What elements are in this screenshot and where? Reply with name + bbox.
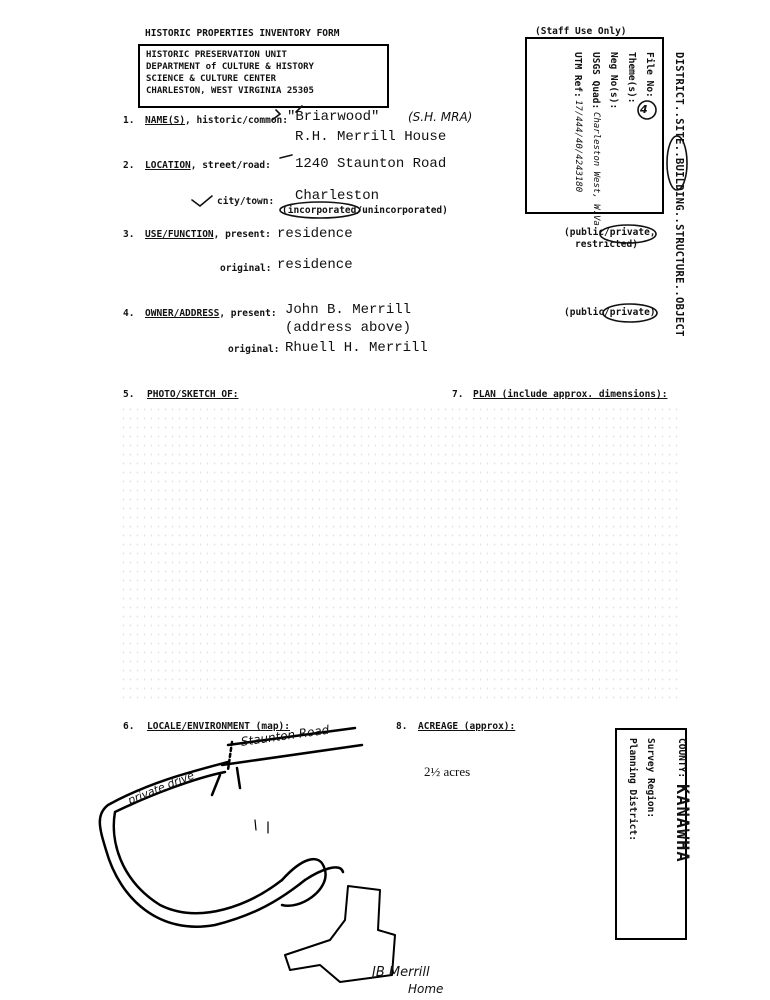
item6-number: 6. xyxy=(123,721,135,732)
historic-name: "Briarwood" xyxy=(287,109,380,125)
photo-sketch-label: PHOTO/SKETCH OF: xyxy=(147,389,239,400)
city-label: city/town: xyxy=(217,196,275,207)
item3-label-main: USE/FUNCTION xyxy=(145,229,214,240)
utm-ref-label: UTM Ref: xyxy=(572,52,583,98)
item2-label-rest: , street/road: xyxy=(190,160,271,171)
item2-number: 2. xyxy=(123,160,135,171)
original-use-label: original: xyxy=(220,263,272,274)
check-mark xyxy=(296,106,302,112)
owner-ownership-status: (public/private) xyxy=(564,307,656,318)
check-mark xyxy=(272,110,280,120)
road-tick xyxy=(212,775,220,795)
property-category-line: DISTRICT..SITE..BUILDING..STRUCTURE..OBJECT xyxy=(673,52,685,337)
staff-use-label: (Staff Use Only) xyxy=(535,26,627,37)
locale-label: LOCALE/ENVIRONMENT (map): xyxy=(147,721,290,732)
item1-number: 1. xyxy=(123,115,135,126)
item1-label-rest: , historic/common: xyxy=(185,115,288,126)
item5-number: 5. xyxy=(123,389,135,400)
plan-label: PLAN (include approx. dimensions): xyxy=(473,389,668,400)
item8-number: 8. xyxy=(396,721,408,732)
check-mark xyxy=(280,155,292,158)
file-no-circle xyxy=(638,101,656,119)
map-drive-label: private drive xyxy=(126,768,196,808)
item4-label-main: OWNER/ADDRESS xyxy=(145,308,220,319)
file-no-label: File No: xyxy=(644,52,655,98)
original-owner: Rhuell H. Merrill xyxy=(285,340,428,356)
agency-line: CHARLESTON, WEST VIRGINIA 25305 xyxy=(146,86,314,96)
map-home-label-line1: JB Merrill xyxy=(372,965,430,980)
item4-number: 4. xyxy=(123,308,135,319)
item3-number: 3. xyxy=(123,229,135,240)
item4-label-rest: , present: xyxy=(219,308,277,319)
usgs-quad-label: USGS Quad: xyxy=(590,52,601,110)
county-value: KANAWHA xyxy=(672,784,692,863)
building-circle xyxy=(667,136,687,190)
map-home-label-line2: Home xyxy=(408,982,444,996)
road-edge xyxy=(228,742,232,770)
ownership-status-line1: (public/private, xyxy=(564,227,656,238)
acreage-value: 2½ acres xyxy=(424,764,471,779)
acreage-label: ACREAGE (approx): xyxy=(418,721,516,732)
map-road-label: Staunton Road xyxy=(240,722,331,749)
item7-number: 7. xyxy=(452,389,464,400)
private-drive-outer xyxy=(100,762,305,927)
agency-line: HISTORIC PRESERVATION UNIT xyxy=(146,50,287,60)
map-mark xyxy=(255,820,256,830)
neg-no-label: Neg No(s): xyxy=(608,52,619,110)
survey-region-label: Survey Region: xyxy=(645,738,656,819)
item2-label-main: LOCATION xyxy=(145,160,191,171)
street-address: 1240 Staunton Road xyxy=(295,156,447,172)
usgs-quad-value: Charleston West, W.Va xyxy=(591,112,601,226)
city-value: Charleston xyxy=(295,188,380,204)
ownership-status-line2: restricted) xyxy=(575,239,638,250)
present-owner-address: (address above) xyxy=(285,320,412,336)
planning-district-label: Planning District: xyxy=(627,738,638,841)
utm-ref-value: 17/444/40/4243180 xyxy=(573,100,583,193)
present-use: residence xyxy=(277,226,353,242)
locale-map xyxy=(100,728,395,982)
form-title: HISTORIC PROPERTIES INVENTORY FORM xyxy=(145,28,340,39)
agency-line: DEPARTMENT of CULTURE & HISTORY xyxy=(146,62,314,72)
private-circle-owner xyxy=(603,304,657,322)
incorporated-circle xyxy=(280,202,360,218)
themes-label: Theme(s): xyxy=(626,52,637,104)
common-name: R.H. Merrill House xyxy=(295,129,447,145)
agency-line: SCIENCE & CULTURE CENTER xyxy=(146,74,277,84)
item3-label-rest: , present: xyxy=(213,229,271,240)
check-mark xyxy=(192,196,212,206)
item1-label-main: NAME(S) xyxy=(145,115,186,126)
file-no-value: 4 xyxy=(640,103,648,116)
private-circle xyxy=(600,225,656,243)
original-owner-label: original: xyxy=(228,344,280,355)
original-use: residence xyxy=(277,257,353,273)
road-tick xyxy=(237,768,240,788)
survey-note: (S.H. MRA) xyxy=(408,110,473,124)
incorporation-status: (incorporated/unincorporated) xyxy=(282,205,448,216)
present-owner: John B. Merrill xyxy=(285,302,412,318)
county-label: COUNTY: xyxy=(676,738,687,779)
